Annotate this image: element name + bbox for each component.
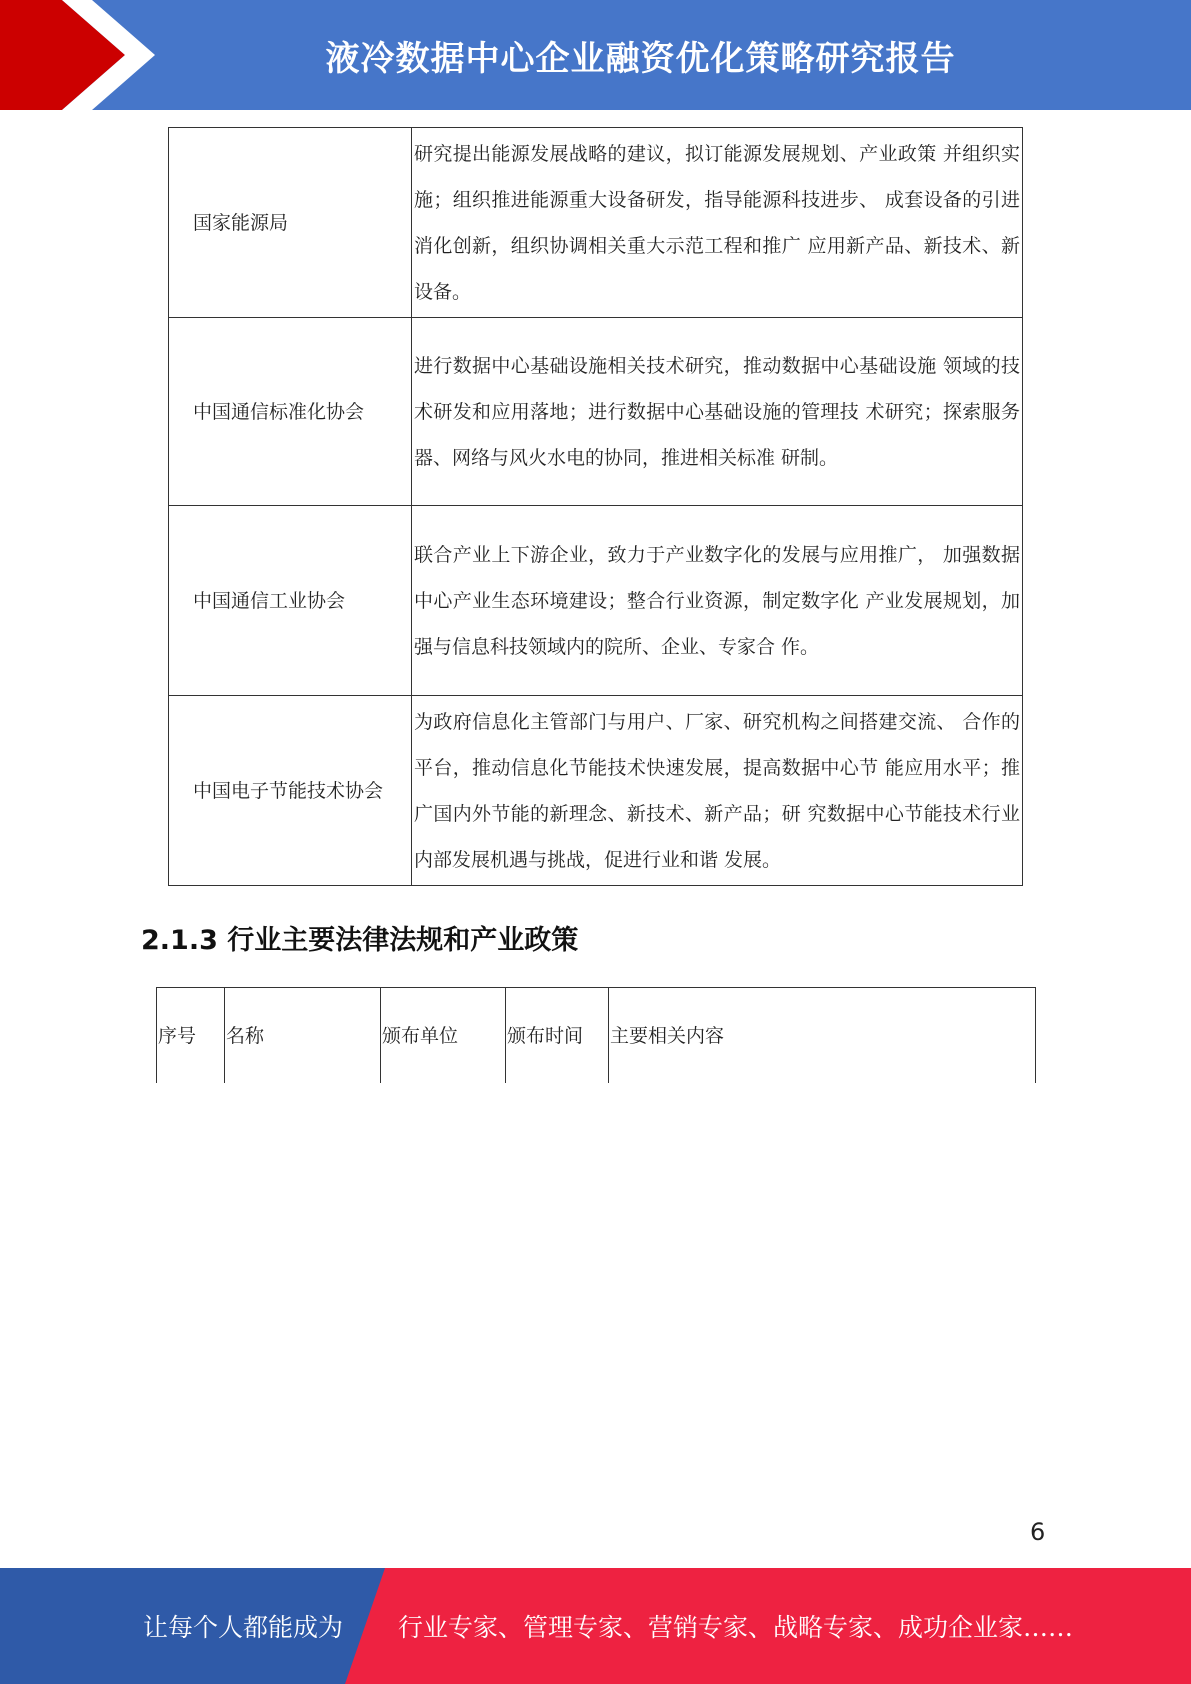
page-number: 6	[1030, 1518, 1046, 1546]
header-banner	[0, 0, 1191, 110]
header-cell-unit: 颁布单位	[380, 988, 505, 1083]
header-cell-time: 颁布时间	[505, 988, 608, 1083]
footer-banner	[0, 1568, 1191, 1684]
org-desc: 联合产业上下游企业，致力于产业数字化的发展与应用推广， 加强数据中心产业生态环境建设；整合行业资源，制定数字化 产业发展规划，加强与信息科技领域内的院所、企业、专家合 作。	[412, 506, 1023, 696]
org-desc: 研究提出能源发展战略的建议，拟订能源发展规划、产业政策 并组织实施；组织推进能源重大设备研发，指导能源科技进步、 成套设备的引进消化创新，组织协调相关重大示范工程和推广 应用新产品、新技术、新设备。	[412, 128, 1023, 318]
org-name: 国家能源局	[169, 128, 412, 318]
header-cell-content: 主要相关内容	[608, 988, 1036, 1083]
law-table-header	[156, 987, 1036, 1082]
org-name: 中国通信工业协会	[169, 506, 412, 696]
table-row	[169, 128, 1023, 318]
org-table	[168, 127, 1023, 886]
footer-slogan-right: 行业专家、管理专家、营销专家、战略专家、成功企业家……	[398, 1613, 1074, 1642]
table-row	[169, 696, 1023, 886]
header-cell-name: 名称	[224, 988, 380, 1083]
section-heading: 2.1.3 行业主要法律法规和产业政策	[141, 925, 579, 956]
footer-slogan-left: 让每个人都能成为	[143, 1613, 344, 1642]
org-name: 中国通信标准化协会	[169, 318, 412, 506]
org-name: 中国电子节能技术协会	[169, 696, 412, 886]
org-desc: 为政府信息化主管部门与用户、厂家、研究机构之间搭建交流、 合作的平台，推动信息化节能技术快速发展，提高数据中心节 能应用水平；推广国内外节能的新理念、新技术、新产品；研 究数据中心节能技术行业内部发展机遇与挑战，促进行业和谐 发展。	[412, 696, 1023, 886]
table-row	[169, 318, 1023, 506]
header-cell-seq: 序号	[156, 988, 224, 1083]
table-row	[169, 506, 1023, 696]
report-title: 液冷数据中心企业融资优化策略研究报告	[325, 38, 956, 79]
org-desc: 进行数据中心基础设施相关技术研究，推动数据中心基础设施 领域的技术研发和应用落地；进行数据中心基础设施的管理技 术研究；探索服务器、网络与风火水电的协同，推进相关标准 研制。	[412, 318, 1023, 506]
